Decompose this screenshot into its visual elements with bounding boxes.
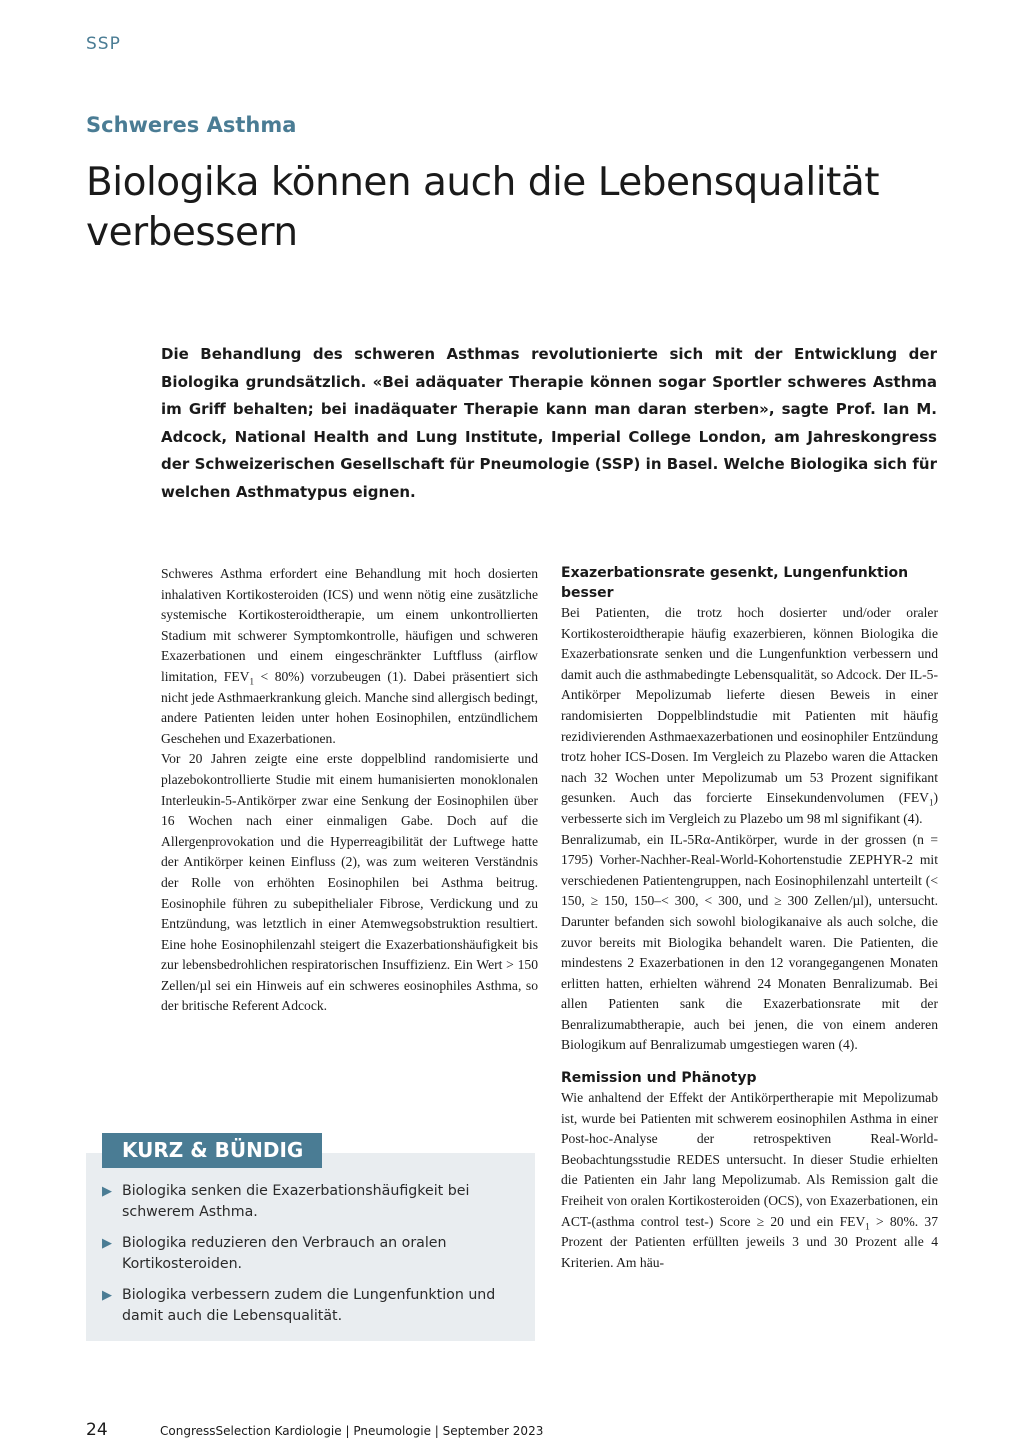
lead-paragraph: Die Behandlung des schweren Asthmas revolutionierte sich mit der Entwicklung der Biologika grundsätzlich. «Bei adäquater Therapie können sogar Sportler schweres Asthma im Griff behalten; bei inadäquater Therapie kann man daran sterben», sagte Prof. Ian M. Adcock, National Health and Lung Institute, Imperial College London, am Jahreskongress der Schweizerischen Gesellschaft für Pneumologie (SSP) in Basel. Welche Biologika sich für welchen Asthmatypus eignen. <box>161 345 937 501</box>
triangle-right-icon: ▶ <box>102 1236 112 1251</box>
triangle-right-icon: ▶ <box>102 1184 112 1199</box>
summary-item: ▶ Biologika verbessern zudem die Lungenfunktion und damit auch die Lebensqualität. <box>102 1287 496 1324</box>
body-paragraph: Wie anhaltend der Effekt der Antikörpertherapie mit Mepolizumab ist, wurde bei Patienten mit schwerem eosinophilen Asthma in einer Post-hoc-Analyse der retrospektiven Real-World-Beobachtungsstudie REDES untersucht. In dieser Studie erhielten die Patienten ein Jahr lang Mepolizumab. Als Remission galt die Freiheit von oralen Kortikosteroiden (OCS), von Exazerbationen, ein ACT-(asthma control test-) Score ≥ 20 und ein $FEV_1 > 80\%$. 37 Prozent der Patienten erfüllten jeweils 3 und 30 Prozent alle 4 Kriterien. Am häu- <box>561 1090 938 1270</box>
left-column <box>161 564 538 1017</box>
section-tag: SSP <box>86 34 121 54</box>
body-paragraph: Bei Patienten, die trotz hoch dosierter und/oder oraler Kortikosteroidtherapie häufig exazerbieren, können Biologika die Exazerbationsrate senken und die Lungenfunktion verbessern und damit auch die asthmabedingte Lebensqualität, so Adcock. Der IL-5-Antikörper Mepolizumab lieferte diesen Beweis in einer randomisierten Doppelblindstudie mit Patienten mit häufig rezidivierenden Asthmaexazerbationen und eosinophiler Entzündung trotz hoher ICS-Dosen. Im Vergleich zu Plazebo waren die Attacken nach 32 Wochen unter Mepolizumab um 53 Prozent signifikant gesunken. Auch das forcierte Einsekundenvolumen $(FEV_1)$ verbesserte sich im Vergleich zu Plazebo um 98 ml signifikant (4). <box>561 605 938 826</box>
summary-item: ▶ Biologika senken die Exazerbationshäufigkeit bei schwerem Asthma. <box>102 1183 470 1220</box>
summary-item: ▶ Biologika reduzieren den Verbrauch an oralen Kortikosteroiden. <box>102 1235 447 1272</box>
body-paragraph: Vor 20 Jahren zeigte eine erste doppelblind randomisierte und plazebokontrollierte Studie mit einem humanisierten monoklonalen Interleukin-5-Antikörper zwar eine Senkung der Eosinophilen über 16 Wochen nach einer einmaligen Gabe. Doch auf die Allergenprovokation und die Hyperreagibilität der Luftwege hatte der Antikörper keinen Einfluss (2), was zum weiteren Verständnis der Rolle von erhöhten Eosinophilen bei Asthma beitrug. Eosinophile führen zu subepithelialer Fibrose, Verdickung und zu Entzündung, was letztlich in einer Atemwegsobstruktion resultiert. Eine hohe Eosinophilenzahl steigert die Exazerbationshäufigkeit bis zur lebensbedrohlichen respiratorischen Insuffizienz. Ein Wert > 150 Zellen/µl sei ein Hinweis auf ein schweres eosinophiles Asthma, so der britische Referent Adcock. <box>161 751 538 1014</box>
body-paragraph: Benralizumab, ein IL-5Rα-Antikörper, wurde in der grossen (n = 1795) Vorher-Nachher-Real-World-Kohortenstudie ZEPHYR-2 mit verschiedenen Patientengruppen, nach Eosinophilenzahl unterteilt (< 150, ≥ 150, 150–< 300, < 300, und ≥ 300 Zellen/µl), untersucht. Darunter befanden sich sowohl biologikanaive als auch solche, die zuvor bereits mit Biologika behandelt waren. Die Patienten, die mindestens 2 Exazerbationen in den 12 vorangegangenen Monaten erlitten hatten, erhielten während 24 Monaten Benralizumab. Bei allen Patienten sank die Exazerbationsrate mit der Benralizumabtherapie, auch bei jenen, die von einem anderen Biologikum auf Benralizumab umgestiegen waren (4). <box>561 831 938 1053</box>
summary-list <box>102 1181 526 1337</box>
subheading: Remission und Phänotyp <box>561 1070 757 1087</box>
publication-footer: CongressSelection Kardiologie | Pneumologie | September 2023 <box>160 1424 544 1438</box>
triangle-right-icon: ▶ <box>102 1288 112 1303</box>
article-kicker: Schweres Asthma <box>86 113 297 137</box>
page-number: 24 <box>86 1420 108 1440</box>
body-paragraph: Schweres Asthma erfordert eine Behandlung mit hoch dosierten inhalativen Kortikosteroiden (ICS) und wenn nötig eine zusätzliche systemische Kortikosteroidtherapie, um einem unkontrollierten Stadium mit schwerer Symptomkontrolle, häufigen und schweren Exazerbationen und einem eingeschränkter Luftfluss (airflow limitation, $FEV_1 < 80\%$) vorzubeugen (1). Dabei präsentiert sich nicht jede Asthmaerkrankung gleich. Manche sind allergisch bedingt, andere Patienten leiden unter hohen Eosinophilen, entzündlichem Geschehen und Exazerbationen. <box>161 566 539 746</box>
right-column <box>561 563 938 1273</box>
summary-box-title: KURZ & BÜNDIG <box>102 1133 322 1168</box>
article-title: Biologika können auch die Lebensqualität verbessern <box>86 160 880 255</box>
subheading: Exazerbationsrate gesenkt, Lungenfunktion besser <box>561 565 909 601</box>
